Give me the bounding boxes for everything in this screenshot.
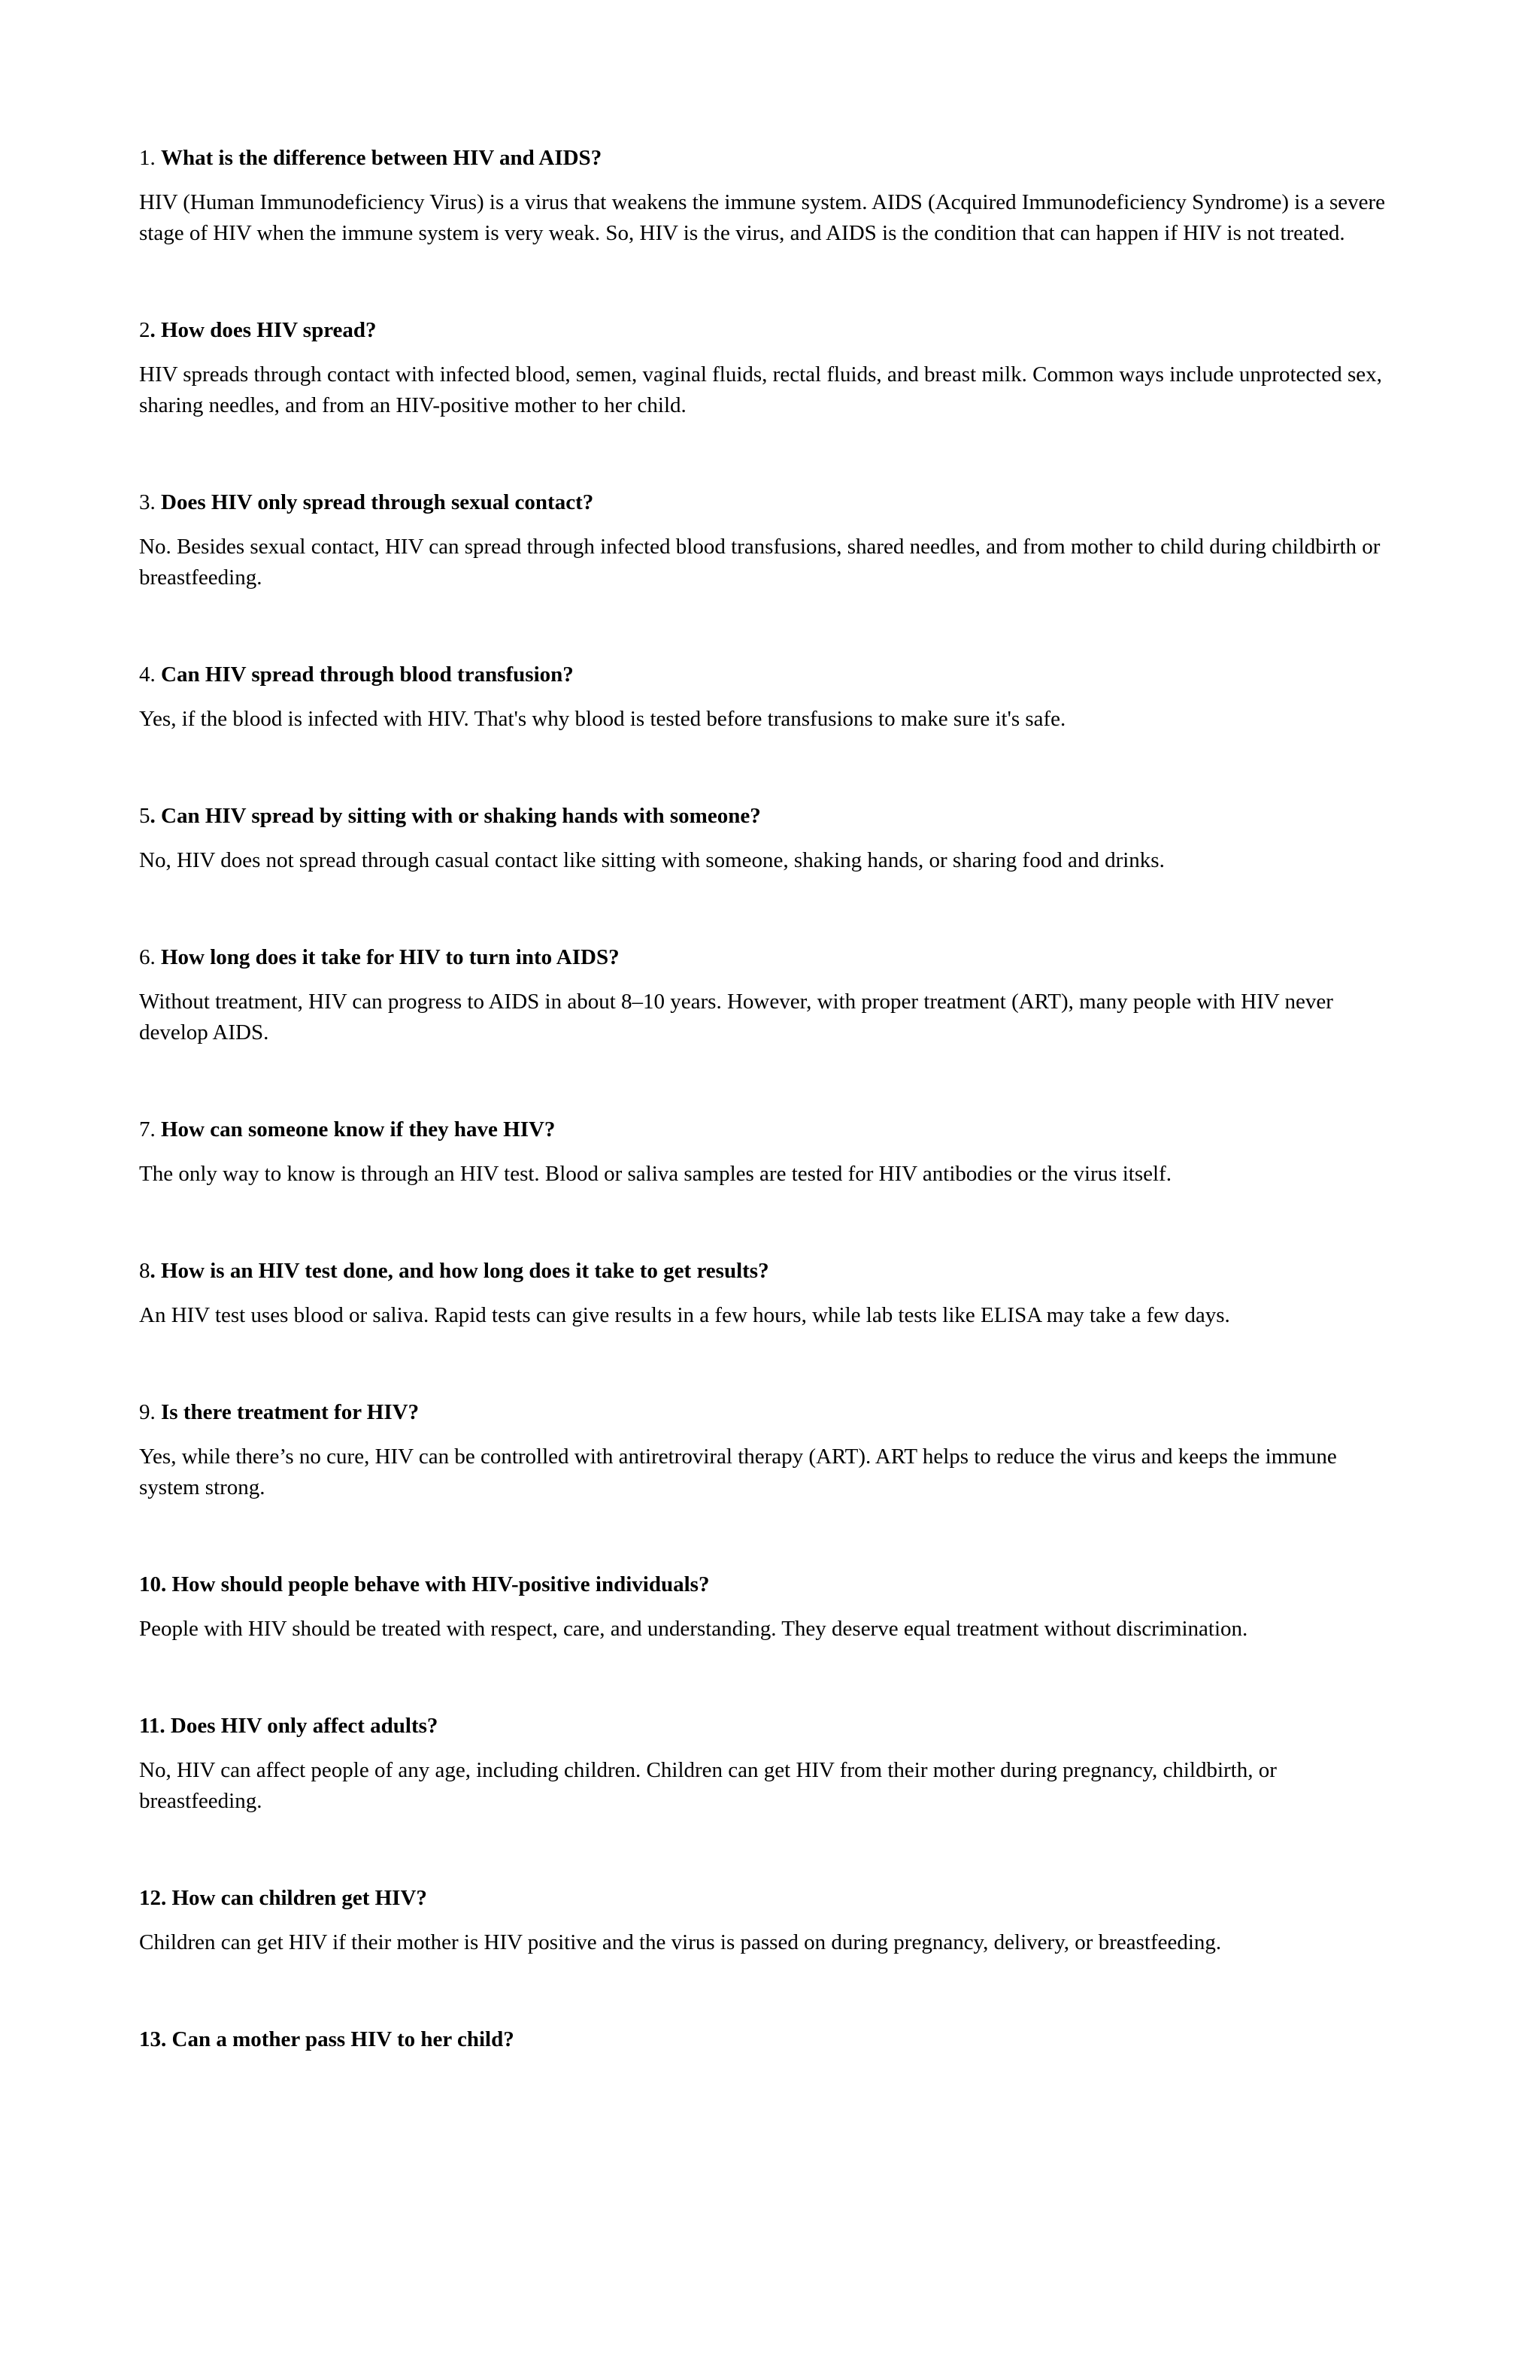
faq-question: [139, 801, 1395, 831]
faq-answer: The only way to know is through an HIV test. Blood or saliva samples are tested for HIV antibodies or the virus itself.: [139, 1162, 1172, 1186]
question-text: How should people behave with HIV-positive individuals?: [171, 1572, 710, 1596]
faq-question: [139, 1256, 1395, 1286]
faq-answer: People with HIV should be treated with respect, care, and understanding. They deserve equal treatment without discrimination.: [139, 1617, 1248, 1641]
faq-item-8: [139, 1256, 1395, 1331]
faq-answer: Yes, while there’s no cure, HIV can be controlled with antiretroviral therapy (ART). ART helps to reduce the virus and keeps the immune system strong.: [139, 1445, 1337, 1499]
question-text: How long does it take for HIV to turn into AIDS?: [161, 945, 620, 969]
question-number: 13.: [139, 2027, 167, 2051]
faq-answer: No. Besides sexual contact, HIV can spread through infected blood transfusions, shared needles, and from mother to child during childbirth or breastfeeding.: [139, 535, 1381, 590]
question-text: Is there treatment for HIV?: [161, 1400, 420, 1424]
faq-answer: HIV (Human Immunodeficiency Virus) is a virus that weakens the immune system. AIDS (Acquired Immunodeficiency Syndrome) is a severe stage of HIV when the immune system is very weak. So, HIV is the virus, and AIDS is the condition that can happen if HIV is not treated.: [139, 190, 1386, 245]
question-number: 1.: [139, 146, 156, 170]
faq-item-9: [139, 1397, 1395, 1503]
faq-item-6: [139, 942, 1395, 1048]
faq-question: [139, 2024, 1395, 2054]
faq-question: [139, 1569, 1395, 1599]
faq-question: [139, 487, 1395, 517]
faq-question: [139, 942, 1395, 972]
question-text: . How is an HIV test done, and how long does it take to get results?: [150, 1259, 769, 1283]
question-number: 5: [139, 804, 150, 828]
question-text: . How does HIV spread?: [150, 318, 377, 342]
faq-question: [139, 1114, 1395, 1145]
question-number: 4.: [139, 662, 156, 687]
faq-answer: Children can get HIV if their mother is HIV positive and the virus is passed on during pregnancy, delivery, or breastfeeding.: [139, 1930, 1222, 1954]
faq-item-7: [139, 1114, 1395, 1190]
faq-question: [139, 315, 1395, 345]
faq-item-11: [139, 1711, 1395, 1817]
question-text: Can HIV spread through blood transfusion?: [161, 662, 574, 687]
faq-item-2: [139, 315, 1395, 421]
faq-question: [139, 1883, 1395, 1913]
question-text: How can someone know if they have HIV?: [161, 1117, 556, 1141]
question-text: How can children get HIV?: [171, 1886, 427, 1910]
faq-item-10: [139, 1569, 1395, 1645]
faq-answer: HIV spreads through contact with infected blood, semen, vaginal fluids, rectal fluids, and breast milk. Common ways include unprotected sex, sharing needles, and from an HIV-positive mother to her child.: [139, 362, 1382, 417]
question-text: Does HIV only affect adults?: [170, 1714, 438, 1738]
faq-document: [139, 143, 1395, 2069]
faq-item-1: [139, 143, 1395, 249]
faq-question: [139, 143, 1395, 173]
faq-answer: Yes, if the blood is infected with HIV. That's why blood is tested before transfusions to make sure it's safe.: [139, 707, 1066, 731]
faq-item-3: [139, 487, 1395, 593]
question-number: 8: [139, 1259, 150, 1283]
question-number: 7.: [139, 1117, 156, 1141]
faq-question: [139, 1397, 1395, 1427]
faq-item-4: [139, 659, 1395, 735]
faq-answer: An HIV test uses blood or saliva. Rapid tests can give results in a few hours, while lab tests like ELISA may take a few days.: [139, 1303, 1230, 1327]
faq-answer: No, HIV can affect people of any age, including children. Children can get HIV from their mother during pregnancy, childbirth, or breastfeeding.: [139, 1758, 1277, 1813]
question-number: 10.: [139, 1572, 167, 1596]
faq-item-12: [139, 1883, 1395, 1958]
question-number: 12.: [139, 1886, 167, 1910]
faq-answer: No, HIV does not spread through casual contact like sitting with someone, shaking hands, or sharing food and drinks.: [139, 848, 1165, 872]
faq-item-5: [139, 801, 1395, 876]
faq-question: [139, 659, 1395, 690]
question-number: 6.: [139, 945, 156, 969]
faq-item-13: [139, 2024, 1395, 2054]
question-text: . Can HIV spread by sitting with or shaking hands with someone?: [150, 804, 761, 828]
faq-answer: Without treatment, HIV can progress to AIDS in about 8–10 years. However, with proper treatment (ART), many people with HIV never develop AIDS.: [139, 990, 1333, 1044]
question-text: Does HIV only spread through sexual contact?: [161, 490, 594, 514]
faq-question: [139, 1711, 1395, 1741]
question-number: 11.: [139, 1714, 165, 1738]
question-number: 3.: [139, 490, 156, 514]
question-number: 2: [139, 318, 150, 342]
question-text: Can a mother pass HIV to her child?: [171, 2027, 514, 2051]
question-number: 9.: [139, 1400, 156, 1424]
question-text: What is the difference between HIV and AIDS?: [161, 146, 602, 170]
